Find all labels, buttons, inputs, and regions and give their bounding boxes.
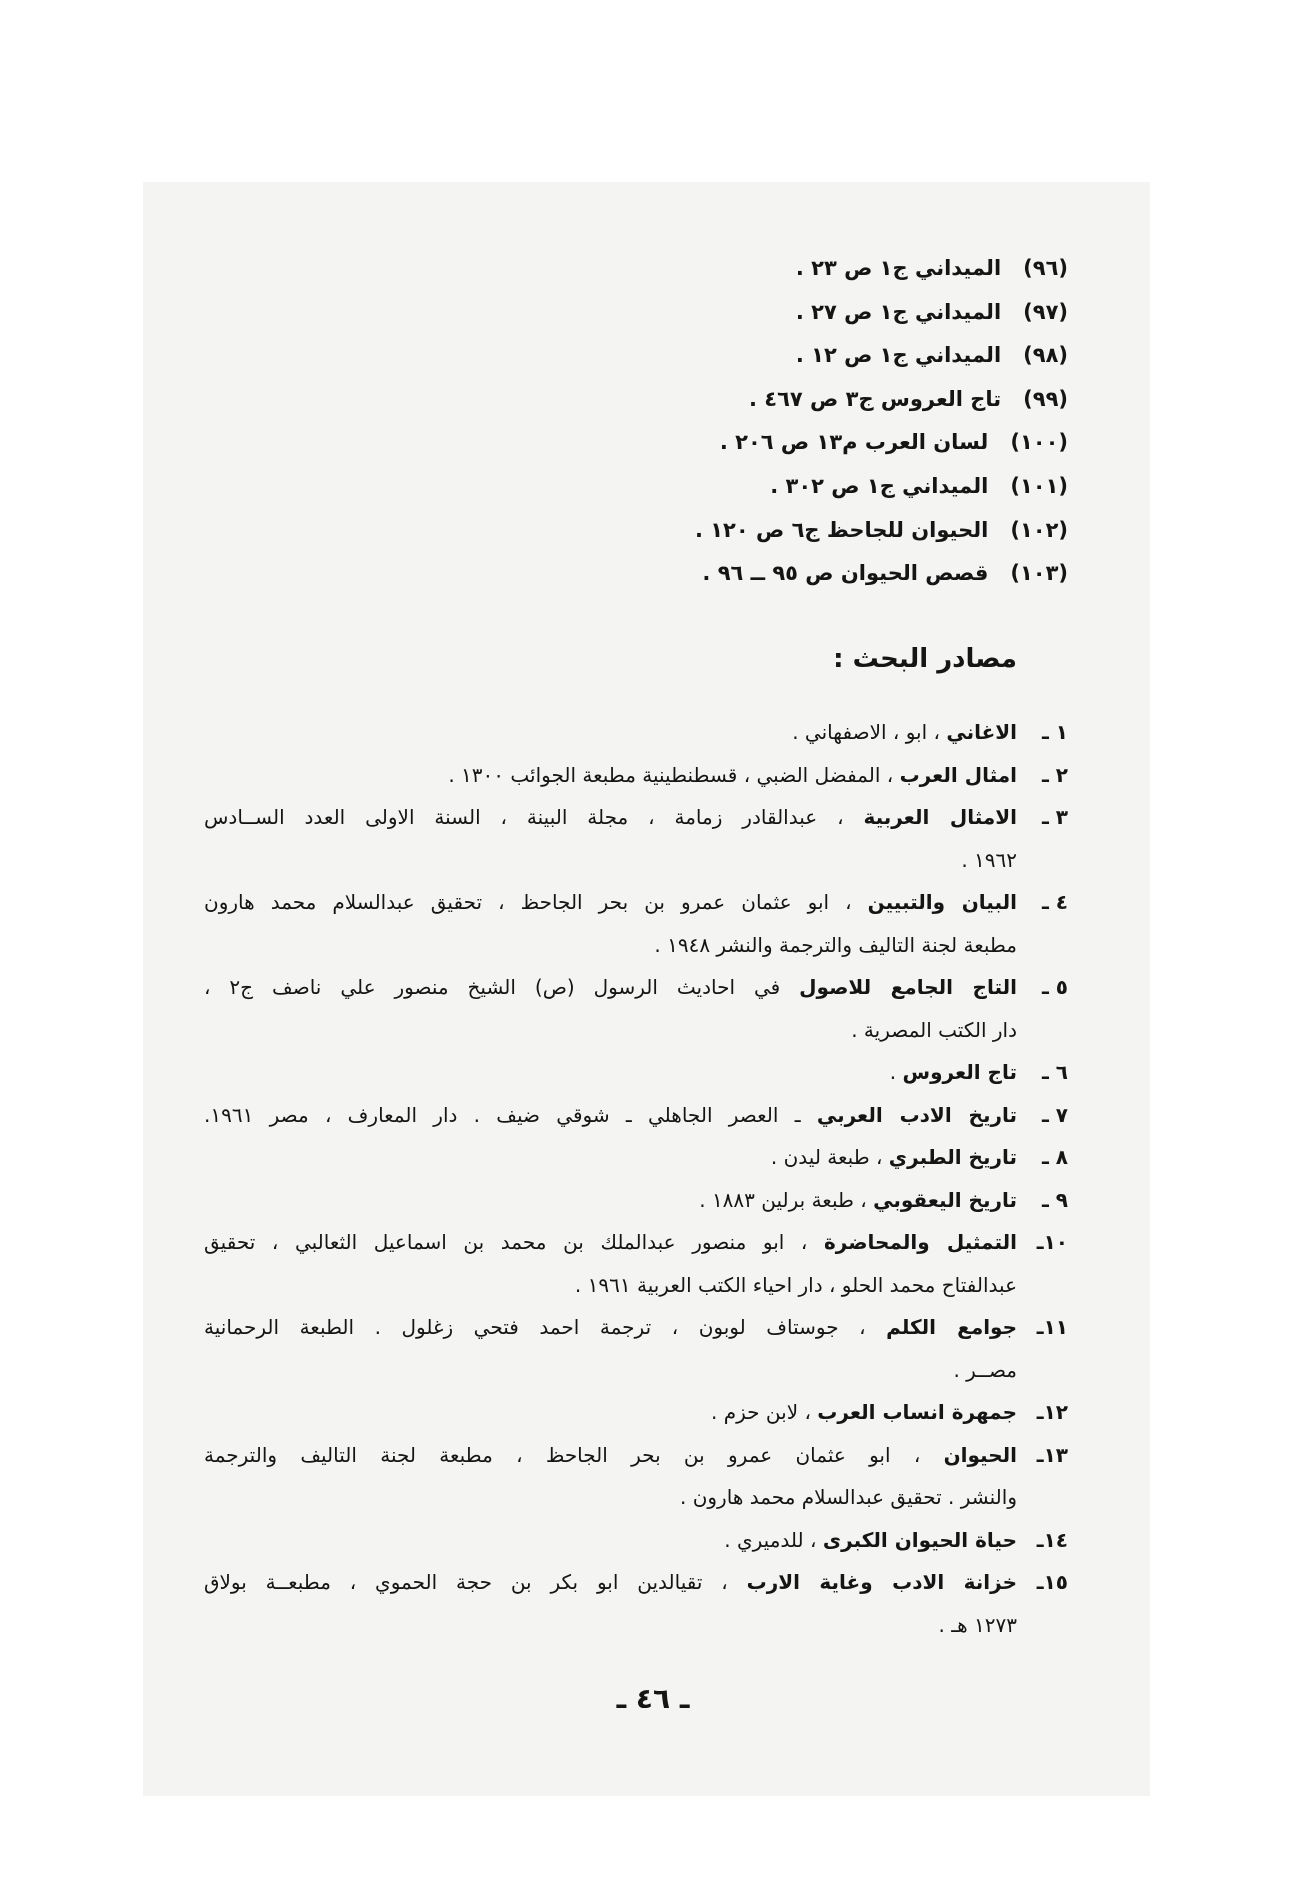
bibliography-entry bbox=[204, 754, 1068, 797]
bibliography-entry bbox=[204, 1391, 1068, 1434]
footnote-item bbox=[348, 509, 1068, 553]
footnote-number: (١٠٠) bbox=[1010, 430, 1068, 455]
entry-title: تاج العروس bbox=[902, 1060, 1017, 1084]
entry-detail: ، ابو عثمان عمرو بن بحر الجاحظ ، مطبعة لجنة التاليف والترجمة bbox=[204, 1442, 921, 1467]
entry-detail: ، طبعة برلين ١٨٨٣ . bbox=[699, 1187, 867, 1212]
entry-line bbox=[204, 1561, 1068, 1604]
entry-title: الحيوان bbox=[943, 1442, 1018, 1467]
entry-line bbox=[204, 754, 1068, 797]
bibliography-list bbox=[204, 711, 1068, 1646]
entry-number: ٣ ـ bbox=[1041, 805, 1068, 829]
entry-line bbox=[204, 711, 1068, 754]
footnote-text: الميداني ج١ ص ٢٣ . bbox=[795, 256, 1002, 280]
entry-title: تاريخ اليعقوبي bbox=[873, 1187, 1017, 1212]
footnote-text: الميداني ج١ ص ١٢ . bbox=[795, 343, 1002, 368]
entry-line bbox=[204, 881, 1068, 924]
footnote-item bbox=[348, 552, 1068, 596]
entry-number: ٢ ـ bbox=[1041, 762, 1068, 787]
footnote-number: (٩٩) bbox=[1023, 386, 1068, 411]
bibliography-entry bbox=[204, 1094, 1068, 1137]
entry-detail: في احاديث الرسول (ص) الشيخ منصور علي ناصف ج٢ ، bbox=[204, 975, 781, 999]
footnote-text: الميداني ج١ ص ٣٠٢ . bbox=[770, 473, 989, 498]
bibliography-entry bbox=[204, 1051, 1068, 1094]
footnote-text: قصص الحيوان ص ٩٥ ــ ٩٦ . bbox=[702, 561, 989, 586]
entry-line bbox=[204, 1094, 1068, 1137]
footnote-number: (٩٧) bbox=[1023, 299, 1068, 324]
entry-line bbox=[204, 796, 1068, 839]
bibliography-entry bbox=[204, 796, 1068, 881]
entry-title: امثال العرب bbox=[899, 762, 1017, 787]
bibliography-entry bbox=[204, 1434, 1068, 1519]
bibliography-entry bbox=[204, 1221, 1068, 1306]
entry-line bbox=[204, 1179, 1068, 1222]
bibliography-entry bbox=[204, 966, 1068, 1051]
entry-detail: ، للدميري . bbox=[724, 1527, 817, 1552]
footnote-number: (١٠٢) bbox=[1010, 517, 1068, 542]
entry-title: الامثال العربية bbox=[863, 805, 1017, 829]
entry-line bbox=[204, 1434, 1068, 1477]
footnote-item bbox=[348, 378, 1068, 422]
footnote-number: (٩٦) bbox=[1023, 256, 1068, 280]
entry-line bbox=[204, 1221, 1068, 1264]
footnote-item bbox=[348, 421, 1068, 465]
entry-number: ٧ ـ bbox=[1041, 1102, 1068, 1127]
footnote-number: (١٠٣) bbox=[1010, 561, 1068, 586]
entry-detail: ، تقيالدين ابو بكر بن حجة الحموي ، مطبعــة بولاق bbox=[204, 1570, 728, 1594]
entry-continuation-line: ١٢٧٣ هـ . bbox=[938, 1612, 1017, 1637]
entry-continuation-line: والنشر . تحقيق عبدالسلام محمد هارون . bbox=[680, 1485, 1017, 1509]
entry-detail: ، ابو منصور عبدالملك بن محمد بن اسماعيل الثعالبي ، تحقيق bbox=[204, 1230, 808, 1254]
entry-title: تاريخ الطبري bbox=[888, 1145, 1017, 1169]
entry-detail: ، ابو عثمان عمرو بن بحر الجاحظ ، تحقيق عبدالسلام محمد هارون bbox=[204, 890, 852, 914]
entry-title: الاغاني bbox=[946, 720, 1017, 744]
bibliography-entry bbox=[204, 1519, 1068, 1562]
entry-number: ١٤ـ bbox=[1036, 1527, 1068, 1552]
entry-continuation-line: مصــر . bbox=[953, 1357, 1017, 1382]
entry-title: خزانة الادب وغاية الارب bbox=[746, 1570, 1017, 1594]
entry-number: ٥ ـ bbox=[1041, 975, 1068, 999]
bibliography-entry bbox=[204, 881, 1068, 966]
footnote-text: تاج العروس ج٣ ص ٤٦٧ . bbox=[748, 386, 1002, 411]
footnote-number: (١٠١) bbox=[1010, 473, 1068, 498]
footnote-item bbox=[348, 334, 1068, 378]
entry-number: ٨ ـ bbox=[1041, 1145, 1068, 1169]
entry-continuation-line: مطبعة لجنة التاليف والترجمة والنشر ١٩٤٨ . bbox=[654, 932, 1017, 957]
entry-detail: ، ابو ، الاصفهاني . bbox=[792, 720, 940, 744]
entry-number: ١٢ـ bbox=[1036, 1400, 1068, 1424]
entry-title: تاريخ الادب العربي bbox=[816, 1102, 1018, 1127]
entry-line bbox=[204, 1051, 1068, 1094]
footnote-item bbox=[348, 247, 1068, 291]
bibliography-entry bbox=[204, 1561, 1068, 1646]
entry-number: ٩ ـ bbox=[1041, 1187, 1068, 1212]
bibliography-entry bbox=[204, 1179, 1068, 1222]
entry-detail: ـ العصر الجاهلي ـ شوقي ضيف . دار المعارف ، مصر ١٩٦١. bbox=[204, 1102, 801, 1127]
entry-line bbox=[204, 1136, 1068, 1179]
entry-detail: ، جوستاف لوبون ، ترجمة احمد فتحي زغلول . الطبعة الرحمانية bbox=[204, 1315, 866, 1339]
bibliography-entry bbox=[204, 711, 1068, 754]
entry-continuation-line: ١٩٦٢ . bbox=[961, 847, 1017, 872]
bibliography-entry bbox=[204, 1136, 1068, 1179]
entry-detail: ، المفضل الضبي ، قسطنطينية مطبعة الجوائب ١٣٠٠ . bbox=[448, 762, 894, 787]
entry-number: ١٠ـ bbox=[1036, 1230, 1068, 1254]
entry-detail: ، عبدالقادر زمامة ، مجلة البينة ، السنة الاولى العدد الســادس bbox=[204, 805, 844, 829]
page-number: ـ ٤٦ ـ bbox=[616, 1682, 690, 1715]
footnote-item bbox=[348, 465, 1068, 509]
entry-detail: . bbox=[889, 1060, 897, 1084]
entry-number: ١٥ـ bbox=[1036, 1570, 1068, 1594]
entry-number: ٦ ـ bbox=[1041, 1060, 1068, 1084]
entry-title: التاج الجامع للاصول bbox=[799, 975, 1017, 999]
sources-heading: مصادر البحث : bbox=[833, 644, 1017, 674]
entry-detail: ، لابن حزم . bbox=[711, 1400, 811, 1424]
entry-title: البيان والتبيين bbox=[867, 890, 1017, 914]
entry-title: جمهرة انساب العرب bbox=[817, 1400, 1017, 1424]
entry-number: ١٣ـ bbox=[1036, 1442, 1068, 1467]
footnote-number: (٩٨) bbox=[1023, 343, 1068, 368]
entry-line bbox=[204, 1391, 1068, 1434]
footnote-text: الحيوان للجاحظ ج٦ ص ١٢٠ . bbox=[694, 517, 989, 542]
bibliography-entry bbox=[204, 1306, 1068, 1391]
footnote-text: الميداني ج١ ص ٢٧ . bbox=[795, 299, 1002, 324]
footnote-item bbox=[348, 291, 1068, 335]
entry-title: حياة الحيوان الكبرى bbox=[822, 1527, 1017, 1552]
footnote-text: لسان العرب م١٣ ص ٢٠٦ . bbox=[719, 430, 989, 455]
entry-detail: ، طبعة ليدن . bbox=[770, 1145, 883, 1169]
entry-continuation-line: دار الكتب المصرية . bbox=[851, 1017, 1017, 1042]
entry-line bbox=[204, 1519, 1068, 1562]
entry-number: ١١ـ bbox=[1036, 1315, 1068, 1339]
entry-number: ١ ـ bbox=[1041, 720, 1068, 744]
entry-line bbox=[204, 1306, 1068, 1349]
entry-title: جوامع الكلم bbox=[886, 1315, 1018, 1339]
entry-title: التمثيل والمحاضرة bbox=[823, 1230, 1017, 1254]
footnotes-list bbox=[348, 247, 1068, 596]
entry-continuation-line: عبدالفتاح محمد الحلو ، دار احياء الكتب العربية ١٩٦١ . bbox=[574, 1272, 1017, 1297]
entry-line bbox=[204, 966, 1068, 1009]
entry-number: ٤ ـ bbox=[1041, 890, 1068, 914]
